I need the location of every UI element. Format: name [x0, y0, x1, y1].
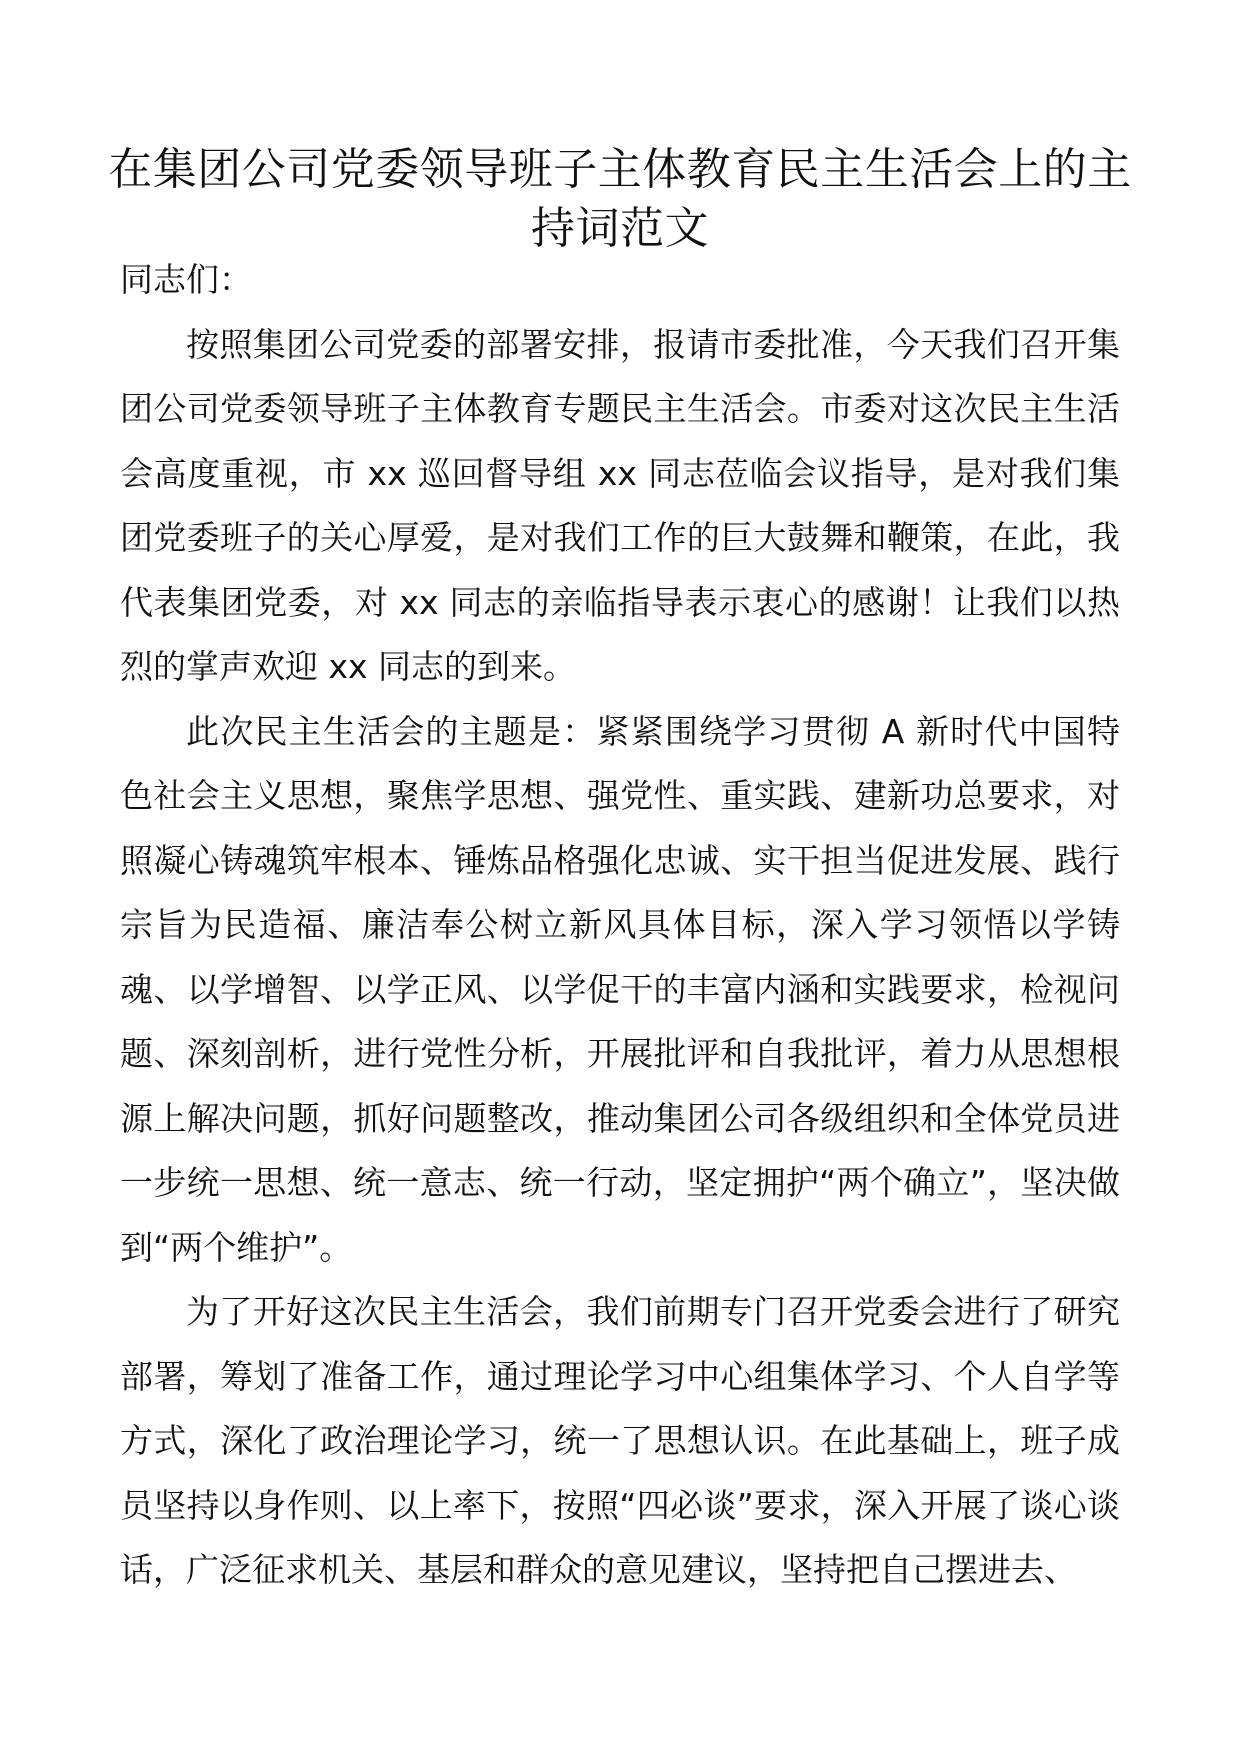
document-body [120, 248, 1120, 1603]
document-title: 在集团公司党委领导班子主体教育民主生活会上的主持词范文 [108, 144, 1132, 254]
paragraph-3: 为了开好这次民主生活会，我们前期专门召开党委会进行了研究部署，筹划了准备工作，通过理论学习中心组集体学习、个人自学等方式，深化了政治理论学习，统一了思想认识。在此基础上，班子成员坚持以身作则、以上率下，按照“四必谈”要求，深入开展了谈心谈话，广泛征求机关、基层和群众的意见建议，坚持把自己摆进去、 [120, 1292, 1120, 1589]
paragraph-2: 此次民主生活会的主题是：紧紧围绕学习贯彻 A 新时代中国特色社会主义思想，聚焦学思想、强党性、重实践、建新功总要求，对照凝心铸魂筑牢根本、锤炼品格强化忠诚、实干担当促进发展、践行宗旨为民造福、廉洁奉公树立新风具体目标，深入学习领悟以学铸魂、以学增智、以学正风、以学促干的丰富内涵和实践要求，检视问题、深刻剖析，进行党性分析，开展批评和自我批评，着力从思想根源上解决问题，抓好问题整改，推动集团公司各级组织和全体党员进一步统一思想、统一意志、统一行动，坚定拥护“两个确立”，坚决做到“两个维护”。 [120, 711, 1120, 1267]
paragraph-1: 按照集团公司党委的部署安排，报请市委批准，今天我们召开集团公司党委领导班子主体教育专题民主生活会。市委对这次民主生活会高度重视，市 xx 巡回督导组 xx 同志莅临会议指导，是对我们集团党委班子的关心厚爱，是对我们工作的巨大鼓舞和鞭策，在此，我代表集团党委，对 xx 同志的亲临指导表示衷心的感谢！让我们以热烈的掌声欢迎 xx 同志的到来。 [120, 324, 1120, 686]
salutation: 同志们： [120, 260, 252, 299]
